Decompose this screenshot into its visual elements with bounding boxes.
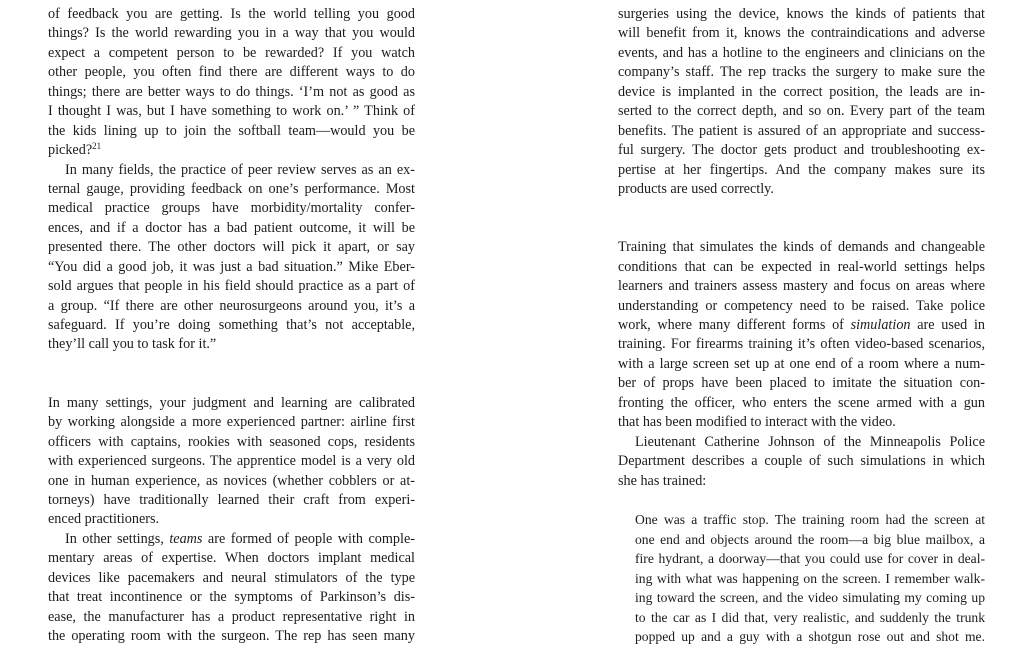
text-line: will benefit from it, knows the contraindications and adverse xyxy=(618,25,985,42)
text-line: learners and trainers assess mastery and focus on areas where xyxy=(618,278,985,295)
text-line: one end and objects around the room—a big blue mailbox, a xyxy=(635,531,985,547)
left-text-column xyxy=(48,5,415,646)
text-line: one in human experience, as novices (whether cobblers or at- xyxy=(48,472,415,489)
text-line: with experienced surgeons. The apprentice model is a very old xyxy=(48,453,415,470)
text-line: fronting the officer, who enters the scene armed with a gun xyxy=(618,394,985,411)
text-line: other people, you often find there are different ways to do xyxy=(48,64,415,81)
text-line: that treat incontinence or the symptoms of Parkinson’s dis- xyxy=(48,589,415,606)
text-line: understanding or competency need to be raised. Take police xyxy=(618,297,985,314)
text-line: the operating room with the surgeon. The rep has seen many xyxy=(48,628,415,644)
text-line: safeguard. If you’re doing something that’s not acceptable, xyxy=(48,317,415,333)
text-line: she has trained: xyxy=(618,472,707,489)
text-line: of feedback you are getting. Is the world telling you good xyxy=(48,6,415,22)
text-line: mentary areas of expertise. When doctors implant medical xyxy=(48,550,415,567)
text-line: company’s staff. The rep tracks the surgery to make sure the xyxy=(618,64,985,81)
text-line: ful surgery. The doctor gets product and troubleshooting ex- xyxy=(618,142,985,159)
text-line: device is implanted in the correct position, the leads are in- xyxy=(618,83,985,100)
text-line: presented there. The other doctors will pick it apart, or say xyxy=(48,239,415,256)
text-line: ease, the manufacturer has a product representative right in xyxy=(48,608,415,625)
paragraph-gap xyxy=(48,355,415,374)
text-line: by working alongside a more experienced partner: airline first xyxy=(48,414,415,431)
text-line: serted to the correct depth, and so on. Every part of the team xyxy=(618,103,985,120)
text-line: pertise at her fingertips. And the company makes sure its xyxy=(618,161,985,178)
text-line: I thought I was, but I have something to work on.’ ” Think of xyxy=(48,103,415,120)
text-line: One was a traffic stop. The training room had the screen at xyxy=(635,512,985,528)
paragraph-gap xyxy=(618,491,985,510)
text-line: Training that simulates the kinds of demands and changeable xyxy=(618,239,985,256)
text-line: training. For firearms training it’s often video-based scenarios, xyxy=(618,336,985,353)
text-line: devices like pacemakers and neural stimulators of the type xyxy=(48,569,415,586)
text-line: torneys) have traditionally learned their craft from experi- xyxy=(48,491,415,508)
text-line: benefits. The patient is assured of an appropriate and success- xyxy=(618,122,985,139)
footnote-marker[interactable]: 21 xyxy=(92,141,102,152)
text-line: ing with what was happening on the screen. I remember walk- xyxy=(635,570,985,586)
text-line: products are used correctly. xyxy=(618,180,774,197)
text-line: they’ll call you to task for it.” xyxy=(48,336,217,353)
text-line: surgeries using the device, knows the kinds of patients that xyxy=(618,6,985,22)
paragraph-gap xyxy=(618,199,985,218)
text-line: to the car as I did that, very realistic, and suddenly the trunk xyxy=(635,609,985,625)
text-line: with a large screen set up at one end of a room where a num- xyxy=(618,355,985,372)
paragraph-gap xyxy=(48,374,415,393)
text-line: ences, and if a doctor has a bad patient outcome, it will be xyxy=(48,219,415,236)
paragraph-gap xyxy=(618,219,985,238)
text-line: In many fields, the practice of peer review serves as an ex- xyxy=(65,161,415,178)
text-line: events, and has a hotline to the engineers and clinicians on the xyxy=(618,44,985,61)
text-line: medical practice groups have morbidity/mortality confer- xyxy=(48,200,415,217)
text-line: Lieutenant Catherine Johnson of the Minneapolis Police xyxy=(635,433,985,450)
text-line: the kids lining up to join the softball team—would you be xyxy=(48,122,415,139)
text-line: In other settings, teams are formed of people with comple- xyxy=(65,530,415,547)
block-quote xyxy=(618,510,985,646)
right-text-column xyxy=(618,5,985,646)
text-line: fire hydrant, a doorway—that you could use for cover in deal- xyxy=(635,551,985,567)
text-line: work, where many different forms of simulation are used in xyxy=(618,317,985,333)
text-line: things; there are better ways to do things. ‘I’m not as good as xyxy=(48,83,415,100)
text-line: picked?$^{21}$ xyxy=(48,141,102,159)
text-line: ternal gauge, providing feedback on one’s performance. Most xyxy=(48,180,415,197)
text-line: that has been modified to interact with the video. xyxy=(618,414,896,431)
text-line: ing toward the screen, and the video simulating my coming up xyxy=(635,590,985,606)
text-line: a group. “If there are other neurosurgeons around you, it’s a xyxy=(48,297,415,314)
text-line: “You did a good job, it was just a bad situation.” Mike Eber- xyxy=(48,258,415,275)
text-line: ber of props have been placed to imitate the situation con- xyxy=(618,375,985,392)
text-line: conditions that can be expected in real-world settings helps xyxy=(618,258,985,275)
text-line: officers with captains, rookies with seasoned cops, residents xyxy=(48,433,415,450)
text-line: popped up and a guy with a shotgun rose out and shot me. xyxy=(635,629,985,644)
text-line: In many settings, your judgment and learning are calibrated xyxy=(48,394,415,411)
text-line: expect a competent person to be rewarded? If you watch xyxy=(48,44,415,61)
text-line: Department describes a couple of such simulations in which xyxy=(618,453,985,470)
text-line: enced practitioners. xyxy=(48,511,160,528)
text-line: sold argues that people in his field should practice as a part of xyxy=(48,278,415,295)
text-line: things? Is the world rewarding you in a way that you would xyxy=(48,25,415,42)
